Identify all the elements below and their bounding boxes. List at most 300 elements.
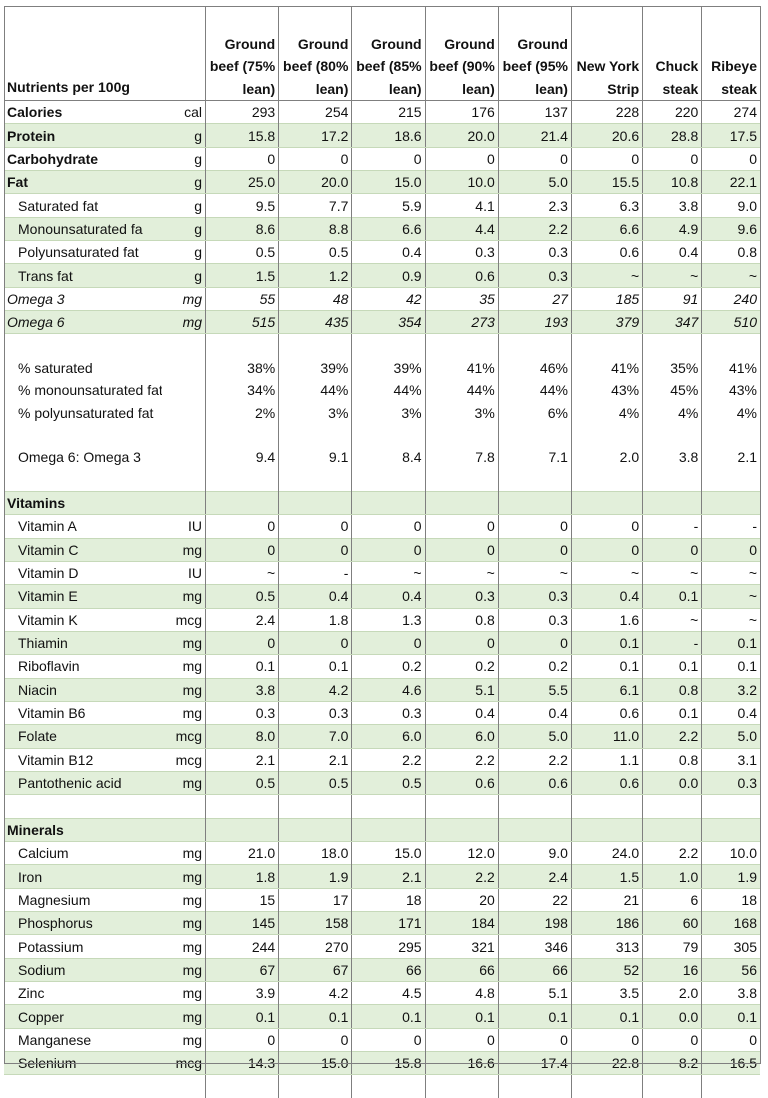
nutrient-value: 9.1 — [279, 446, 352, 468]
table-row — [4, 491, 760, 514]
nutrient-value: 1.5 — [571, 865, 642, 888]
nutrient-value: 3% — [279, 401, 352, 423]
nutrient-unit: mg — [162, 935, 205, 958]
nutrient-value: 6% — [498, 401, 571, 423]
nutrient-value: ~ — [702, 585, 760, 608]
nutrient-value: 2.2 — [643, 842, 702, 865]
nutrient-unit: mg — [162, 1005, 205, 1028]
nutrient-unit — [162, 379, 205, 401]
nutrient-value: 2.1 — [279, 748, 352, 771]
nutrient-unit — [162, 818, 205, 841]
nutrient-value: 4% — [736, 404, 757, 421]
nutrient-value — [352, 795, 425, 818]
table-row — [4, 631, 760, 654]
nutrient-value — [643, 469, 702, 492]
nutrient-name: Calcium — [18, 845, 69, 862]
nutrient-value: 435 — [279, 311, 352, 334]
nutrient-value: 25.0 — [206, 171, 279, 194]
nutrient-value — [702, 469, 760, 492]
table-row — [4, 311, 760, 334]
nutrient-unit: g — [162, 147, 205, 170]
nutrient-value: 0.3 — [206, 701, 279, 724]
nutrient-value: 4.8 — [425, 982, 498, 1005]
nutrient-unit: mg — [162, 701, 205, 724]
nutrient-value: 28.8 — [643, 124, 702, 147]
nutrient-value: 1.3 — [352, 608, 425, 631]
nutrient-value: 4.1 — [425, 194, 498, 217]
column-header: Ground beef (75% lean) — [206, 6, 279, 101]
table-row — [4, 982, 760, 1005]
nutrient-value: 0.3 — [702, 771, 760, 794]
nutrient-name: Magnesium — [18, 891, 91, 908]
nutrient-name: Calories — [7, 104, 63, 121]
nutrient-value: 0 — [749, 150, 757, 167]
table-row — [4, 241, 760, 264]
table-row — [4, 194, 760, 217]
nutrient-value: 4% — [643, 401, 702, 423]
nutrient-name: Trans fat — [4, 264, 162, 287]
nutrient-value: 2.2 — [643, 725, 702, 748]
nutrient-value: 254 — [279, 101, 352, 124]
nutrient-value: 0.8 — [643, 678, 702, 701]
table-row — [4, 469, 760, 492]
table-row — [4, 608, 760, 631]
nutrient-value — [571, 1075, 642, 1098]
nutrient-unit — [162, 401, 205, 423]
nutrient-unit: mg — [162, 631, 205, 654]
nutrient-value: 0.5 — [279, 241, 352, 264]
nutrient-value — [206, 818, 279, 841]
nutrient-value: 198 — [498, 912, 571, 935]
nutrient-value — [571, 469, 642, 492]
nutrient-value: 354 — [352, 311, 425, 334]
nutrient-value — [643, 491, 702, 514]
nutrient-name: Protein — [4, 124, 162, 147]
nutrient-unit — [162, 469, 205, 492]
nutrient-value: 0.3 — [498, 585, 571, 608]
nutrient-value: 2.1 — [206, 748, 279, 771]
nutrient-value — [206, 491, 279, 514]
nutrient-value: 7.1 — [498, 446, 571, 468]
nutrient-value: 0.4 — [643, 241, 702, 264]
nutrient-value: 6.0 — [352, 725, 425, 748]
nutrient-value: 215 — [352, 101, 425, 124]
nutrient-unit: mg — [162, 842, 205, 865]
nutrient-value: 79 — [643, 935, 702, 958]
nutrient-value: 0 — [279, 538, 352, 561]
nutrient-value — [425, 795, 498, 818]
nutrient-value: 7.0 — [279, 725, 352, 748]
nutrient-value: 0.0 — [643, 771, 702, 794]
nutrient-value — [206, 469, 279, 492]
nutrient-value: 3% — [425, 401, 498, 423]
nutrient-value: 0 — [702, 538, 760, 561]
nutrient-value: 38% — [206, 357, 279, 379]
nutrient-value: 66 — [352, 958, 425, 981]
nutrient-value: 3.8 — [643, 446, 702, 468]
nutrient-value: 4.2 — [279, 678, 352, 701]
nutrient-value: 17.5 — [702, 124, 760, 147]
nutrient-value: ~ — [425, 561, 498, 584]
nutrient-value: 43% — [728, 382, 757, 399]
nutrient-value: 46% — [498, 357, 571, 379]
nutrient-value: 41% — [425, 357, 498, 379]
nutrient-value: - — [279, 561, 352, 584]
nutrient-unit: mg — [162, 311, 205, 334]
nutrient-unit: mg — [162, 538, 205, 561]
nutrient-value: 8.2 — [643, 1052, 702, 1075]
nutrient-value: 171 — [352, 912, 425, 935]
nutrient-name: Monounsaturated fa — [4, 217, 162, 240]
nutrient-value: ~ — [702, 264, 760, 287]
nutrient-value: 44% — [352, 379, 425, 401]
nutrient-value: 9.0 — [737, 197, 757, 214]
nutrient-value: 15.5 — [571, 171, 642, 194]
nutrient-value: 0.1 — [352, 1005, 425, 1028]
table-row — [4, 1005, 760, 1028]
table-row — [4, 357, 760, 379]
nutrient-value: 0.4 — [498, 701, 571, 724]
nutrient-value: 0.1 — [206, 1005, 279, 1028]
nutrient-name: Sodium — [4, 958, 162, 981]
nutrient-value: 35% — [643, 357, 702, 379]
table-row — [4, 655, 760, 678]
nutrient-value: 5.1 — [498, 982, 571, 1005]
nutrient-value: 43% — [571, 379, 642, 401]
nutrient-value: 0.1 — [702, 1005, 760, 1028]
nutrient-value: 0 — [279, 147, 352, 170]
table-row — [4, 538, 760, 561]
nutrient-value: 3.2 — [702, 678, 760, 701]
nutrient-value: 0 — [571, 147, 642, 170]
nutrient-value: 0.2 — [352, 655, 425, 678]
nutrient-value: 2.0 — [643, 982, 702, 1005]
nutrient-value: ~ — [206, 561, 279, 584]
nutrient-value: 293 — [206, 101, 279, 124]
table-row — [4, 446, 760, 468]
nutrient-value: 5.5 — [498, 678, 571, 701]
table-row — [4, 725, 760, 748]
nutrient-value: 3.8 — [206, 678, 279, 701]
column-header: Chuck steak — [643, 6, 702, 101]
table-row — [4, 287, 760, 310]
nutrient-value: 0.3 — [352, 701, 425, 724]
nutrient-value — [498, 491, 571, 514]
nutrient-value: 0.6 — [571, 701, 642, 724]
nutrient-name: Minerals — [4, 818, 162, 841]
nutrient-value: ~ — [643, 561, 702, 584]
nutrient-value: 0 — [498, 515, 571, 538]
table-row — [4, 701, 760, 724]
nutrient-value — [352, 424, 425, 446]
nutrient-name: Vitamin B12 — [18, 751, 94, 768]
column-header: Ground beef (95% lean) — [498, 6, 571, 101]
nutrient-value: 0 — [643, 147, 702, 170]
nutrient-name: Niacin — [4, 678, 162, 701]
nutrient-value: 21 — [571, 888, 642, 911]
nutrient-value: 44% — [425, 379, 498, 401]
nutrient-value: 0.3 — [425, 241, 498, 264]
nutrient-value: 4.9 — [643, 217, 702, 240]
nutrient-value: 0 — [643, 538, 702, 561]
nutrient-value — [643, 818, 702, 841]
nutrient-value — [498, 469, 571, 492]
nutrient-value: 5.1 — [425, 678, 498, 701]
table-row — [4, 264, 760, 287]
nutrient-value: 0 — [498, 1028, 571, 1051]
nutrient-value: 0.1 — [643, 701, 702, 724]
nutrient-name — [4, 469, 162, 492]
nutrient-value: ~ — [748, 565, 757, 582]
nutrient-value: 0 — [352, 515, 425, 538]
table-row — [4, 935, 760, 958]
nutrient-value: 12.0 — [425, 842, 498, 865]
table-row — [4, 842, 760, 865]
nutrient-value: 20 — [425, 888, 498, 911]
nutrient-value: 0.4 — [425, 701, 498, 724]
table-row — [4, 958, 760, 981]
nutrient-value: 5.0 — [702, 725, 760, 748]
nutrient-unit — [162, 424, 205, 446]
nutrient-value — [498, 1075, 571, 1098]
table-row — [4, 217, 760, 240]
nutrient-value — [279, 469, 352, 492]
nutrient-value: 1.8 — [279, 608, 352, 631]
nutrient-unit: mg — [162, 585, 205, 608]
nutrient-unit: g — [162, 171, 205, 194]
nutrient-value: 274 — [733, 104, 757, 121]
nutrient-value: 2.2 — [498, 748, 571, 771]
nutrient-value: - — [752, 518, 757, 535]
nutrient-value: 16.6 — [425, 1052, 498, 1075]
nutrient-unit: IU — [162, 515, 205, 538]
nutrient-value: 8.4 — [352, 446, 425, 468]
nutrient-value: 66 — [498, 958, 571, 981]
nutrient-name: Vitamin E — [4, 585, 162, 608]
nutrient-value — [571, 334, 642, 357]
nutrient-name: Phosphorus — [4, 912, 162, 935]
nutrient-value: 67 — [279, 958, 352, 981]
nutrient-unit: mcg — [162, 1052, 205, 1075]
nutrient-value: 515 — [206, 311, 279, 334]
nutrient-value — [425, 818, 498, 841]
nutrient-value: 7.7 — [279, 194, 352, 217]
nutrient-value: 0 — [425, 1028, 498, 1051]
nutrient-value — [206, 424, 279, 446]
nutrient-name: Riboflavin — [18, 658, 80, 675]
nutrient-value: 11.0 — [571, 725, 642, 748]
nutrient-value: 3.8 — [737, 985, 757, 1002]
nutrient-value: 0 — [571, 538, 642, 561]
nutrient-unit: mg — [162, 287, 205, 310]
nutrient-value: 15.0 — [279, 1052, 352, 1075]
nutrient-unit — [162, 491, 205, 514]
nutrient-value: 0.5 — [206, 241, 279, 264]
nutrient-value: 313 — [571, 935, 642, 958]
nutrient-value: 0.6 — [571, 241, 642, 264]
nutrient-name: Vitamin D — [18, 565, 79, 582]
nutrient-name: Vitamin A — [18, 518, 77, 535]
nutrient-unit: g — [162, 217, 205, 240]
nutrient-value: 0.2 — [425, 655, 498, 678]
column-header: Ribeye steak — [702, 6, 760, 101]
nutrient-name: Vitamin B6 — [18, 705, 86, 722]
nutrient-value — [279, 424, 352, 446]
table-row — [4, 1028, 760, 1051]
nutrient-value: 3.5 — [571, 982, 642, 1005]
nutrient-unit: g — [162, 124, 205, 147]
nutrient-value: 2.1 — [737, 449, 757, 466]
nutrient-value: 42 — [352, 287, 425, 310]
nutrient-value: 4% — [571, 401, 642, 423]
nutrient-value: 186 — [571, 912, 642, 935]
nutrient-value: 22.8 — [571, 1052, 642, 1075]
nutrient-unit: mg — [162, 678, 205, 701]
nutrient-value — [425, 469, 498, 492]
nutrient-value — [702, 424, 760, 446]
nutrient-value: ~ — [571, 561, 642, 584]
nutrient-value: 0 — [206, 147, 279, 170]
nutrient-value: 39% — [279, 357, 352, 379]
nutrient-value: 0 — [279, 631, 352, 654]
nutrient-value: 6.6 — [352, 217, 425, 240]
nutrient-value: 0 — [498, 538, 571, 561]
nutrient-value: 0.6 — [425, 264, 498, 287]
nutrient-value: 270 — [279, 935, 352, 958]
nutrient-value: 16 — [643, 958, 702, 981]
nutrient-name: Saturated fat — [18, 197, 99, 214]
nutrient-unit: mcg — [162, 748, 205, 771]
nutrient-unit — [162, 357, 205, 379]
nutrient-value — [425, 424, 498, 446]
nutrient-value: 10.8 — [643, 171, 702, 194]
nutrient-value — [279, 1075, 352, 1098]
nutrient-value: 0.5 — [279, 771, 352, 794]
nutrient-value: 3.8 — [643, 194, 702, 217]
nutrient-value — [352, 334, 425, 357]
nutrient-value: 0 — [279, 1028, 352, 1051]
nutrient-value: 0 — [352, 631, 425, 654]
nutrient-value: 0 — [352, 147, 425, 170]
nutrient-value: 6.3 — [571, 194, 642, 217]
nutrient-value: 2.2 — [498, 217, 571, 240]
nutrient-value: 0.6 — [498, 771, 571, 794]
nutrient-name: Thiamin — [4, 631, 162, 654]
nutrient-value: 0.4 — [279, 585, 352, 608]
table-row — [4, 171, 760, 194]
nutrient-value: 244 — [206, 935, 279, 958]
nutrient-value: 0.1 — [206, 655, 279, 678]
nutrient-value: 0 — [498, 631, 571, 654]
nutrient-value: 0.5 — [352, 771, 425, 794]
table-row — [4, 912, 760, 935]
nutrient-value: 0 — [425, 631, 498, 654]
nutrient-name: Selenium — [4, 1052, 162, 1075]
nutrient-name: Manganese — [18, 1031, 92, 1048]
nutrient-value: 67 — [206, 958, 279, 981]
nutrient-name: Omega 6: Omega 3 — [18, 449, 141, 466]
nutrient-value: 0 — [352, 538, 425, 561]
nutrient-value: 56 — [702, 958, 760, 981]
nutrient-value: 0.8 — [425, 608, 498, 631]
nutrient-value: 3% — [352, 401, 425, 423]
nutrient-value — [352, 818, 425, 841]
nutrient-value: 1.9 — [279, 865, 352, 888]
nutrient-value: 6 — [643, 888, 702, 911]
nutrient-value: ~ — [498, 561, 571, 584]
nutrient-value — [206, 1075, 279, 1098]
nutrient-name: Vitamin K — [18, 611, 78, 628]
nutrient-value: 137 — [498, 101, 571, 124]
nutrient-value: 1.6 — [571, 608, 642, 631]
nutrient-value: 7.8 — [425, 446, 498, 468]
nutrient-value: 66 — [425, 958, 498, 981]
nutrient-value — [571, 424, 642, 446]
nutrient-value: 18 — [741, 891, 757, 908]
nutrient-value: 15.8 — [206, 124, 279, 147]
nutrient-unit: mg — [162, 912, 205, 935]
nutrient-unit: mg — [162, 1028, 205, 1051]
nutrient-value: 1.9 — [702, 865, 760, 888]
nutrient-value: 20.6 — [571, 124, 642, 147]
nutrient-value: 2% — [206, 401, 279, 423]
nutrient-unit: g — [162, 264, 205, 287]
table-row — [4, 334, 760, 357]
nutrient-value: 9.5 — [206, 194, 279, 217]
column-header: Ground beef (80% lean) — [279, 6, 352, 101]
nutrient-value: 1.8 — [206, 865, 279, 888]
nutrient-value — [643, 424, 702, 446]
nutrient-value: 295 — [352, 935, 425, 958]
nutrient-value — [702, 334, 760, 357]
nutrient-value: 2.1 — [352, 865, 425, 888]
nutrient-value: 5.0 — [498, 171, 571, 194]
nutrient-value: 15.0 — [352, 842, 425, 865]
nutrient-value: 2.0 — [571, 446, 642, 468]
nutrient-unit: g — [162, 241, 205, 264]
nutrient-value: 0 — [425, 538, 498, 561]
nutrient-value: 21.4 — [498, 124, 571, 147]
nutrient-value: ~ — [748, 611, 757, 628]
nutrient-value: 27 — [498, 287, 571, 310]
nutrient-unit: g — [162, 194, 205, 217]
nutrient-value: 45% — [643, 379, 702, 401]
nutrient-value: 0 — [206, 1028, 279, 1051]
nutrient-value — [206, 795, 279, 818]
nutrient-value: 4.6 — [352, 678, 425, 701]
nutrient-value: 0.1 — [643, 585, 702, 608]
nutrient-value: 4.5 — [352, 982, 425, 1005]
table-row — [4, 795, 760, 818]
nutrient-name: % monounsaturated fat — [18, 382, 163, 399]
nutrient-name — [4, 334, 162, 357]
nutrient-value: 510 — [702, 311, 760, 334]
table-row — [4, 147, 760, 170]
nutrient-value: 2.3 — [498, 194, 571, 217]
nutrient-value: 0.1 — [737, 658, 757, 675]
nutrient-value: 91 — [643, 287, 702, 310]
nutrient-value: 0.8 — [643, 748, 702, 771]
nutrient-unit — [162, 334, 205, 357]
nutrient-value — [702, 491, 760, 514]
nutrient-value: 10.0 — [729, 845, 757, 862]
nutrient-name: Iron — [4, 865, 162, 888]
nutrient-value: 0.9 — [352, 264, 425, 287]
nutrient-value — [206, 334, 279, 357]
table-row — [4, 424, 760, 446]
nutrient-value: 0.2 — [498, 655, 571, 678]
nutrient-name: Vitamins — [4, 491, 162, 514]
